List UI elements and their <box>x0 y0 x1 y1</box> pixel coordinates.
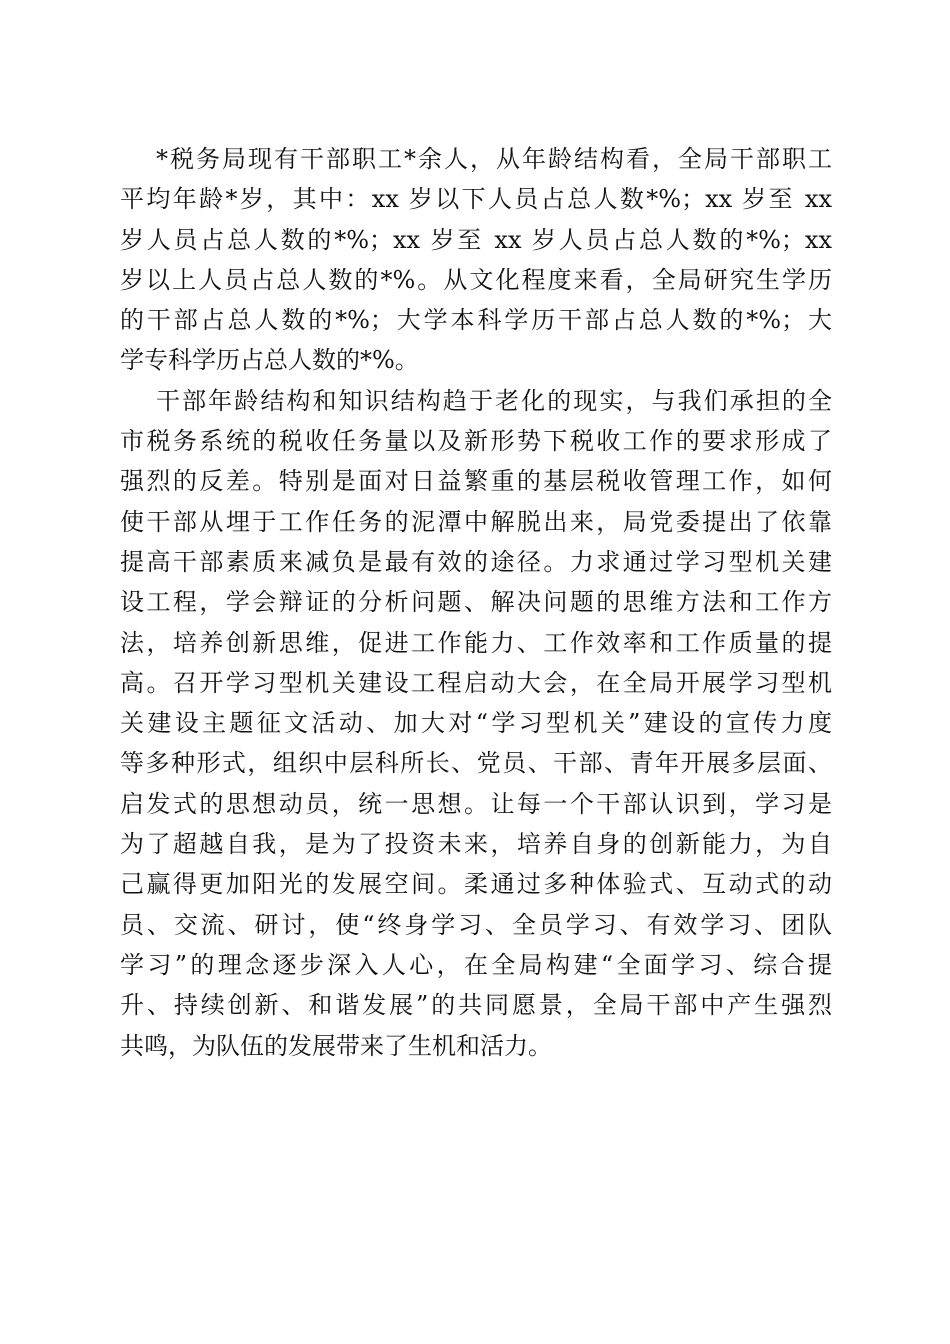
text-line: 己赢得更加阳光的发展空间。柔通过多种体验式、互动式的动 <box>120 870 832 899</box>
text-line: 升、持续创新、和谐发展”的共同愿景，全局干部中产生强烈 <box>120 991 832 1020</box>
text-line: 等多种形式，组织中层科所长、党员、干部、青年开展多层面、 <box>120 749 832 778</box>
text-line: 使干部从埋于工作任务的泥潭中解脱出来，局党委提出了依靠 <box>120 507 832 536</box>
text-line: 学习”的理念逐步深入人心，在全局构建“全面学习、综合提 <box>120 950 832 979</box>
text-line: 学专科学历占总人数的*%。 <box>120 346 419 375</box>
text-line: 设工程，学会辩证的分析问题、解决问题的思维方法和工作方 <box>120 588 832 617</box>
paragraph-demographics <box>120 139 832 381</box>
text-line: 岁以上人员占总人数的*%。从文化程度来看，全局研究生学历 <box>120 265 832 294</box>
text-line: 市税务系统的税收任务量以及新形势下税收工作的要求形成了 <box>120 427 832 456</box>
body-text <box>120 139 832 1066</box>
text-line: 共鸣，为队伍的发展带来了生机和活力。 <box>120 1031 552 1060</box>
text-line: 法，培养创新思维，促进工作能力、工作效率和工作质量的提 <box>120 628 832 657</box>
text-line: 启发式的思想动员，统一思想。让每一个干部认识到，学习是 <box>120 789 832 818</box>
text-line: 提高干部素质来减负是最有效的途径。力求通过学习型机关建 <box>120 547 832 576</box>
text-line: 平均年龄*岁，其中：xx 岁以下人员占总人数*%；xx 岁至 xx <box>120 185 832 214</box>
text-line: 关建设主题征文活动、加大对“学习型机关”建设的宣传力度 <box>120 709 832 738</box>
text-line: 强烈的反差。特别是面对日益繁重的基层税收管理工作，如何 <box>120 467 832 496</box>
text-line: *税务局现有干部职工*余人，从年龄结构看，全局干部职工 <box>156 145 832 173</box>
text-line: 干部年龄结构和知识结构趋于老化的现实，与我们承担的全 <box>156 386 832 415</box>
text-line: 为了超越自我，是为了投资未来，培养自身的创新能力，为自 <box>120 830 832 859</box>
text-line: 岁人员占总人数的*%；xx 岁至 xx 岁人员占总人数的*%；xx <box>120 225 832 254</box>
paragraph-learning-organization <box>120 381 832 1066</box>
text-line: 高。召开学习型机关建设工程启动大会，在全局开展学习型机 <box>120 668 832 697</box>
text-line: 的干部占总人数的*%；大学本科学历干部占总人数的*%；大 <box>120 306 832 335</box>
text-line: 员、交流、研讨，使“终身学习、全员学习、有效学习、团队 <box>120 910 832 939</box>
